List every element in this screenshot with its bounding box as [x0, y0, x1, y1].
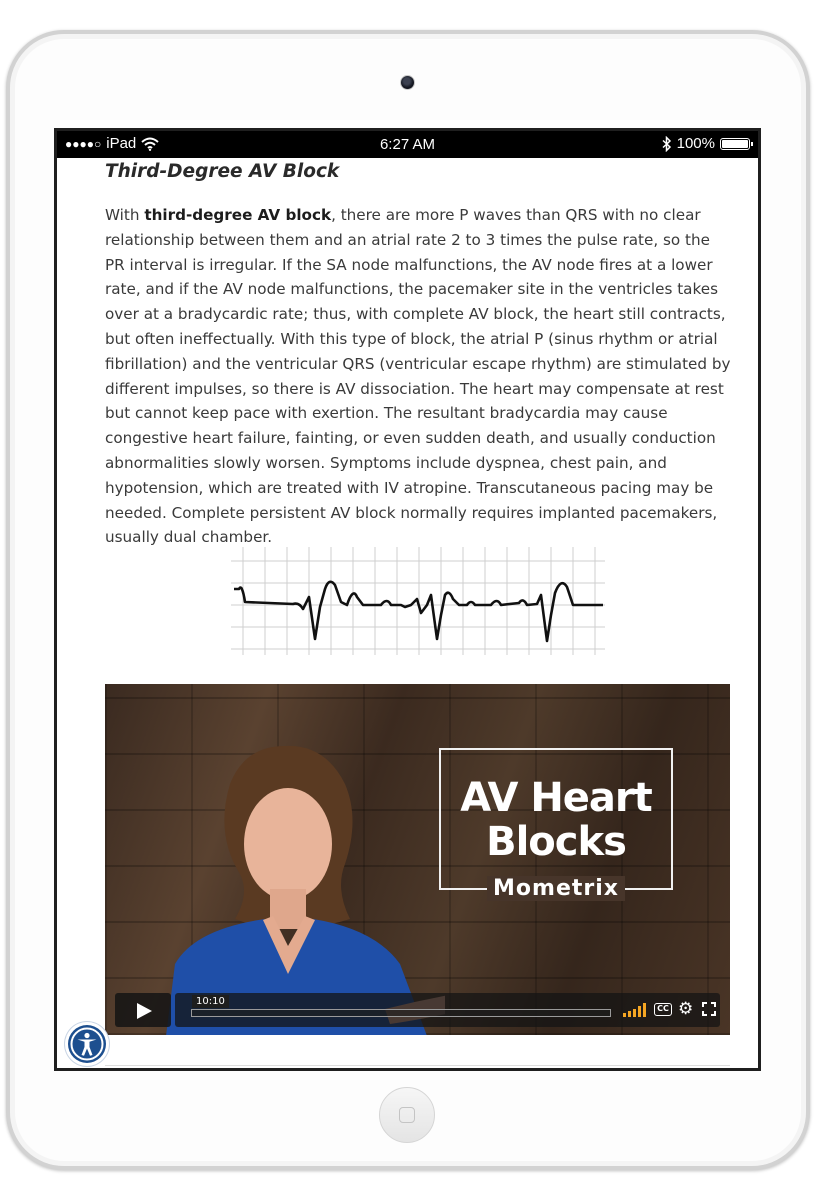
play-icon — [137, 1003, 152, 1019]
carrier-label: iPad — [106, 135, 137, 152]
bluetooth-icon — [662, 136, 672, 152]
video-title-line2: Blocks — [486, 819, 626, 865]
status-bar — [57, 131, 758, 158]
progress-bar[interactable] — [191, 996, 611, 1017]
gear-icon[interactable]: ⚙ — [678, 999, 694, 1019]
divider — [105, 1065, 730, 1066]
para-lead: With — [105, 206, 145, 224]
video-controls — [115, 993, 720, 1027]
accessibility-icon — [65, 1022, 109, 1066]
accessibility-button[interactable] — [65, 1022, 109, 1066]
brand-logo-text: Mometrix — [487, 876, 625, 901]
article-paragraph — [105, 203, 733, 550]
ecg-strip-image — [231, 547, 605, 655]
presenter-figure — [145, 724, 445, 1035]
fullscreen-icon[interactable] — [702, 1002, 716, 1016]
home-button[interactable] — [379, 1087, 435, 1143]
play-button[interactable] — [115, 993, 171, 1027]
status-time: 6:27 AM — [379, 136, 436, 153]
signal-dots-icon: ●●●●○ — [65, 136, 102, 151]
article-heading: Third-Degree AV Block — [105, 161, 340, 182]
camera — [400, 75, 415, 90]
video-title-line1: AV Heart — [460, 775, 652, 821]
battery-percent: 100% — [676, 135, 715, 152]
home-square-icon — [399, 1107, 415, 1123]
video-title-box — [439, 748, 673, 890]
cc-icon[interactable]: CC — [654, 1003, 672, 1016]
volume-icon[interactable] — [623, 1003, 647, 1017]
screen — [54, 128, 761, 1071]
video-brand — [445, 876, 667, 900]
video-player[interactable] — [105, 684, 730, 1035]
status-right — [662, 135, 750, 152]
article — [105, 158, 735, 550]
battery-icon — [720, 138, 750, 150]
duration-badge: 10:10 — [192, 995, 229, 1008]
para-bold-term: third-degree AV block — [144, 206, 332, 224]
para-rest: , there are more P waves than QRS with no clear relationship between them and an atrial rate 2 to 3 times the pulse rate, so the PR interval is irregular. If the SA node malfunctions, the AV node fires at a lower rate, and if the AV node malfunctions, the pacemaker site in the ventricles takes over at a bradycardic rate; thus, with complete AV block, the heart still contracts, but often ineffectually. With this type of block, the atrial P (sinus rhythm or atrial fibrillation) and the ventricular QRS (ventricular escape rhythm) are stimulated by different impulses, so there is AV dissociation. The heart may compensate at rest but cannot keep pace with exertion. The resultant bradycardia may cause congestive heart failure, fainting, or even sudden death, and usually conduction abnormalities slowly worsen. Symptoms include dyspnea, chest pain, and hypotension, which are treated with IV atropine. Transcutaneous pacing may be needed. Complete persistent AV block normally requires implanted pacemakers, usually dual chamber. — [105, 206, 731, 547]
control-bar — [175, 993, 720, 1027]
